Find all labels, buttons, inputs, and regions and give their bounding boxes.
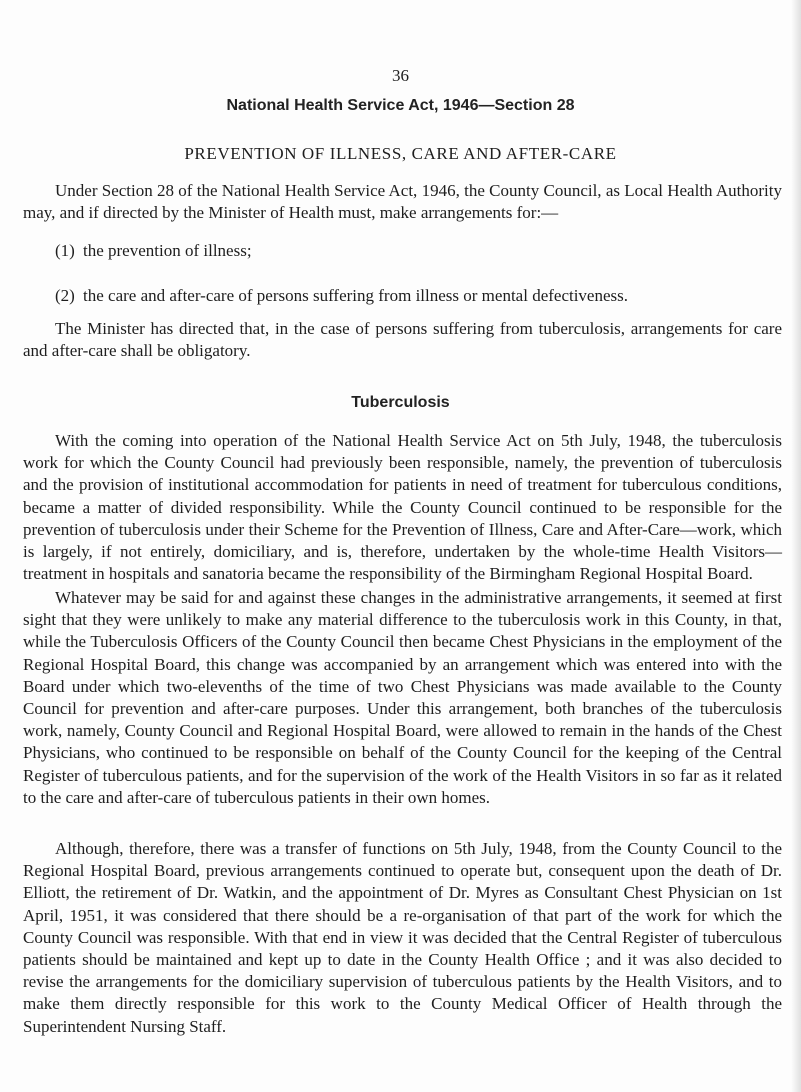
list-number: (2)	[55, 286, 75, 305]
page-edge-shadow	[791, 0, 801, 1092]
intro-paragraph: Under Section 28 of the National Health Service Act, 1946, the County Council, as Local Health Authority may, and if directed by the Minister of Health must, make arrangements for:—	[23, 181, 782, 223]
section-title: PREVENTION OF ILLNESS, CARE AND AFTER-CARE	[184, 144, 617, 163]
list-text: the care and after-care of persons suffering from illness or mental defectiveness.	[83, 286, 629, 305]
act-heading: National Health Service Act, 1946—Section 28	[226, 97, 575, 114]
list-number: (1)	[55, 241, 75, 260]
body-paragraph: Although, therefore, there was a transfer of functions on 5th July, 1948, from the County Council to the Regional Hospital Board, previous arrangements continued to operate but, consequent upon the death of Dr. Elliott, the retirement of Dr. Watkin, and the appointment of Dr. Myres as Consultant Chest Physician on 1st April, 1951, it was considered that there should be a re-organisation of that part of the work for which the County Council was responsible. With that end in view it was decided that the Central Register of tuberculous patients should be maintained and kept up to date in the County Health Office ; and it was also decided to revise the arrangements for the domiciliary supervision of tuberculous patients by the Health Visitors, and to make them directly responsible for this work to the County Medical Officer of Health through the Superintendent Nursing Staff.	[23, 839, 782, 1036]
tuberculosis-heading: Tuberculosis	[351, 394, 450, 411]
minister-paragraph: The Minister has directed that, in the case of persons suffering from tuberculosis, arrangements for care and after-care shall be obligatory.	[23, 319, 782, 361]
list-item	[55, 240, 782, 262]
body-paragraph: Whatever may be said for and against these changes in the administrative arrangements, it seemed at first sight that they were unlikely to make any material difference to the tuberculosis work in this County, in that, while the Tuberculosis Officers of the County Council then became Chest Physicians in the employment of the Regional Hospital Board, this change was accompanied by an arrangement which was entered into with the Board under which two-elevenths of the time of two Chest Physicians was made available to the County Council for prevention and after-care purposes. Under this arrangement, both branches of the tuberculosis work, namely, County Council and Regional Hospital Board, were allowed to remain in the hands of the Chest Physicians, who continued to be responsible on behalf of the County Council for the keeping of the Central Register of tuberculous patients, and for the supervision of the work of the Health Visitors in so far as it related to the care and after-care of tuberculous patients in their own homes.	[23, 588, 782, 807]
list-text: the prevention of illness;	[83, 241, 252, 260]
body-paragraph: With the coming into operation of the National Health Service Act on 5th July, 1948, the tuberculosis work for which the County Council had previously been responsible, namely, the prevention of tuberculosis and the provision of institutional accommodation for patients in need of treatment for tuberculous conditions, became a matter of divided responsibility. While the County Council continued to be responsible for the prevention of tuberculosis under their Scheme for the Prevention of Illness, Care and After-Care—work, which is largely, if not entirely, domiciliary, and is, therefore, undertaken by the whole-time Health Visitors—treatment in hospitals and sanatoria became the responsibility of the Birmingham Regional Hospital Board.	[23, 431, 782, 584]
list-item	[55, 285, 782, 307]
page-number: 36	[392, 66, 409, 85]
